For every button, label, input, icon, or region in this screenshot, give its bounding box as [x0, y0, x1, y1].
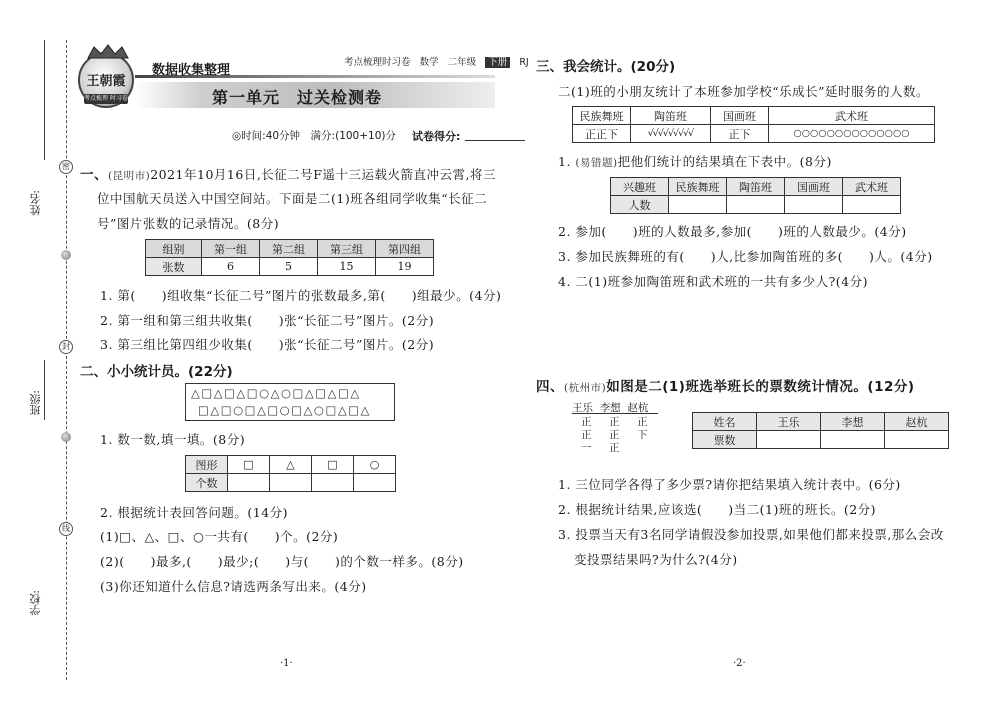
table-cell: 姓名 [693, 413, 757, 431]
section1-q1: 1. 第( )组收集“长征二号”图片的张数最多,第( )组最少。(4分) [100, 288, 502, 303]
table-cell: 6 [202, 258, 260, 276]
table-cell: 陶笛班 [727, 178, 785, 196]
category-title: 数据收集整理 [152, 63, 231, 78]
score-blank[interactable] [465, 140, 525, 141]
tally-mark: 正 [609, 429, 620, 441]
section4-q3-line2: 变投票结果吗?为什么?(4分) [574, 552, 738, 567]
table-row [573, 125, 935, 143]
answer-cell[interactable] [270, 474, 312, 492]
answer-cell[interactable] [785, 196, 843, 214]
section1-table [145, 239, 434, 276]
table-cell: 组别 [146, 240, 202, 258]
section2-q1: 1. 数一数,填一填。(8分) [100, 432, 246, 447]
table-cell: 李想 [821, 413, 885, 431]
table-cell: 国画班 [785, 178, 843, 196]
answer-cell[interactable] [354, 474, 396, 492]
table-cell: 陶笛班 [631, 107, 711, 125]
table-header-row [611, 178, 901, 196]
table-row [146, 258, 434, 276]
table-cell: 15 [318, 258, 376, 276]
binding-tag-feng: 封 [59, 340, 73, 354]
table-cell: 王乐 [757, 413, 821, 431]
binding-rule-mid [44, 360, 45, 420]
shapes-row-2: □△□○□△□○□△○□△□△ [198, 403, 371, 417]
table-cell: 国画班 [711, 107, 769, 125]
vote-tally [572, 400, 662, 460]
page-title: 第一单元 过关检测卷 [212, 88, 383, 107]
section4-title-line [536, 375, 915, 395]
q1-text: 把他们统计的结果填在下表中。(8分) [617, 154, 832, 169]
brand-logo [78, 52, 134, 108]
table-row [611, 196, 901, 214]
page-number-2: ·2· [733, 658, 746, 669]
tally-rule [572, 413, 658, 414]
tally-mark: 正 [637, 416, 648, 428]
table-cell: 第三组 [318, 240, 376, 258]
logo-text: 王朝霞 [86, 74, 126, 89]
tally-name: 李想 [599, 402, 621, 414]
table-cell: 图形 [186, 456, 228, 474]
table-cell: 民族舞班 [669, 178, 727, 196]
table-cell: 第二组 [260, 240, 318, 258]
section1-line3: 号”图片张数的记录情况。(8分) [97, 216, 280, 231]
answer-cell[interactable] [312, 474, 354, 492]
answer-cell[interactable] [821, 431, 885, 449]
binding-rule-top [44, 40, 45, 160]
logo-ribbon: 考点梳理 时习卷 [84, 95, 128, 102]
tally-col-1 [581, 416, 592, 455]
tally-mark: 正 [609, 442, 620, 454]
table-cell: ○○○○○○○○○○○○○○ [769, 125, 935, 143]
section3-table [610, 177, 901, 214]
table-cell: △ [270, 456, 312, 474]
section2-q2: 2. 根据统计表回答问题。(14分) [100, 505, 289, 520]
table-cell: □ [312, 456, 354, 474]
table-cell: 个数 [186, 474, 228, 492]
table-cell: 赵杭 [885, 413, 949, 431]
table-cell: 兴趣班 [611, 178, 669, 196]
tally-mark: 正 [609, 416, 620, 428]
time-score-meta: ◎时间:40分钟 满分:(100+10)分 [232, 130, 396, 142]
section1-text1: 2021年10月16日,长征二号F遥十三运载火箭直冲云霄,将三 [150, 167, 496, 182]
tally-mark: 下 [637, 429, 648, 441]
section2-sub3: (3)你还知道什么信息?请选两条写出来。(4分) [100, 579, 367, 594]
section1-prefix: 一、 [80, 167, 108, 183]
table-cell: 武术班 [769, 107, 935, 125]
table-cell: 5 [260, 258, 318, 276]
school-label: 学校: [29, 590, 42, 616]
answer-cell[interactable] [843, 196, 901, 214]
table-cell: 正下 [711, 125, 769, 143]
table-cell: 第一组 [202, 240, 260, 258]
binding-dashed-line [66, 40, 67, 680]
tally-col-2 [609, 416, 620, 455]
table-cell: ○ [354, 456, 396, 474]
shapes-row-1: △□△□△□○△○□△□△□△ [191, 386, 361, 400]
section3-intro: 二(1)班的小朋友统计了本班参加学校“乐成长”延时服务的人数。 [558, 84, 929, 99]
tally-mark: 一 [581, 442, 592, 454]
table-cell: √√√√√√√√√ [631, 125, 711, 143]
section4-title: 如图是二(1)班选举班长的票数统计情况。(12分) [606, 379, 915, 395]
table-cell: 票数 [693, 431, 757, 449]
table-header-row [573, 107, 935, 125]
section3-q3: 3. 参加民族舞班的有( )人,比参加陶笛班的多( )人。(4分) [558, 249, 933, 264]
section1-line2: 位中国航天员送入中国空间站。下面是二(1)班各组同学收集“长征二 [97, 191, 488, 206]
top-info [344, 54, 529, 68]
top-edition: RJ [519, 57, 529, 68]
section1-source: (昆明市) [108, 170, 151, 182]
table-cell: 人数 [611, 196, 669, 214]
section3-q1 [558, 152, 832, 170]
table-cell: 第四组 [376, 240, 434, 258]
section3-title: 三、我会统计。(20分) [536, 59, 676, 75]
tally-name: 王乐 [572, 402, 593, 414]
table-row [186, 474, 396, 492]
table-cell: 武术班 [843, 178, 901, 196]
section4-q2: 2. 根据统计结果,应该选( )当二(1)班的班长。(2分) [558, 502, 877, 517]
answer-cell[interactable] [228, 474, 270, 492]
shapes-box [185, 383, 395, 421]
binding-hole-1 [61, 250, 71, 260]
crown-icon [72, 44, 144, 60]
table-cell: 19 [376, 258, 434, 276]
section3-q4: 4. 二(1)班参加陶笛班和武术班的一共有多少人?(4分) [558, 274, 869, 289]
top-volume: 下册 [485, 57, 510, 68]
section4-source: (杭州市) [564, 382, 607, 394]
top-subject: 数学 [419, 57, 439, 68]
table-cell: 民族舞班 [573, 107, 631, 125]
section1-q3: 3. 第三组比第四组少收集( )张“长征二号”图片。(2分) [100, 337, 435, 352]
section4-table [692, 412, 949, 449]
binding-hole-2 [61, 432, 71, 442]
answer-cell[interactable] [727, 196, 785, 214]
table-cell: □ [228, 456, 270, 474]
tally-table [572, 106, 935, 143]
section4-q3-line1: 3. 投票当天有3名同学请假没参加投票,如果他们都来投票,那么会改 [558, 527, 944, 542]
table-cell: 张数 [146, 258, 202, 276]
tally-mark: 正 [581, 429, 592, 441]
section4-prefix: 四、 [536, 379, 564, 395]
name-label: 姓名: [29, 190, 42, 216]
class-label: 班级: [29, 390, 42, 416]
binding-tag-xian: 线 [59, 522, 73, 536]
q1-number: 1. [558, 154, 576, 169]
section2-title: 二、小小统计员。(22分) [80, 364, 233, 380]
binding-tag-mi: 密 [59, 160, 73, 174]
section2-table [185, 455, 396, 492]
section2-sub1: (1)□、△、□、○一共有( )个。(2分) [100, 529, 339, 544]
answer-cell[interactable] [669, 196, 727, 214]
section2-sub2: (2)( )最多,( )最少;( )与( )的个数一样多。(8分) [100, 554, 464, 569]
answer-cell[interactable] [885, 431, 949, 449]
section3-q2: 2. 参加( )班的人数最多,参加( )班的人数最少。(4分) [558, 224, 907, 239]
table-cell: 正正下 [573, 125, 631, 143]
score-label: 试卷得分: [412, 130, 461, 143]
top-series: 考点梳理时习卷 [344, 57, 411, 68]
table-row [693, 431, 949, 449]
tally-mark: 正 [581, 416, 592, 428]
section1-line1 [80, 163, 496, 183]
section4-q1: 1. 三位同学各得了多少票?请你把结果填入统计表中。(6分) [558, 477, 901, 492]
table-header-row [693, 413, 949, 431]
tally-col-3 [637, 416, 648, 442]
page-number-1: ·1· [280, 658, 293, 669]
table-header-row [186, 456, 396, 474]
table-header-row [146, 240, 434, 258]
section1-q2: 2. 第一组和第三组共收集( )张“长征二号”图片。(2分) [100, 313, 435, 328]
q1-source: (易错题) [575, 157, 618, 169]
answer-cell[interactable] [757, 431, 821, 449]
top-grade: 二年级 [447, 57, 477, 68]
tally-name: 赵杭 [627, 402, 649, 414]
